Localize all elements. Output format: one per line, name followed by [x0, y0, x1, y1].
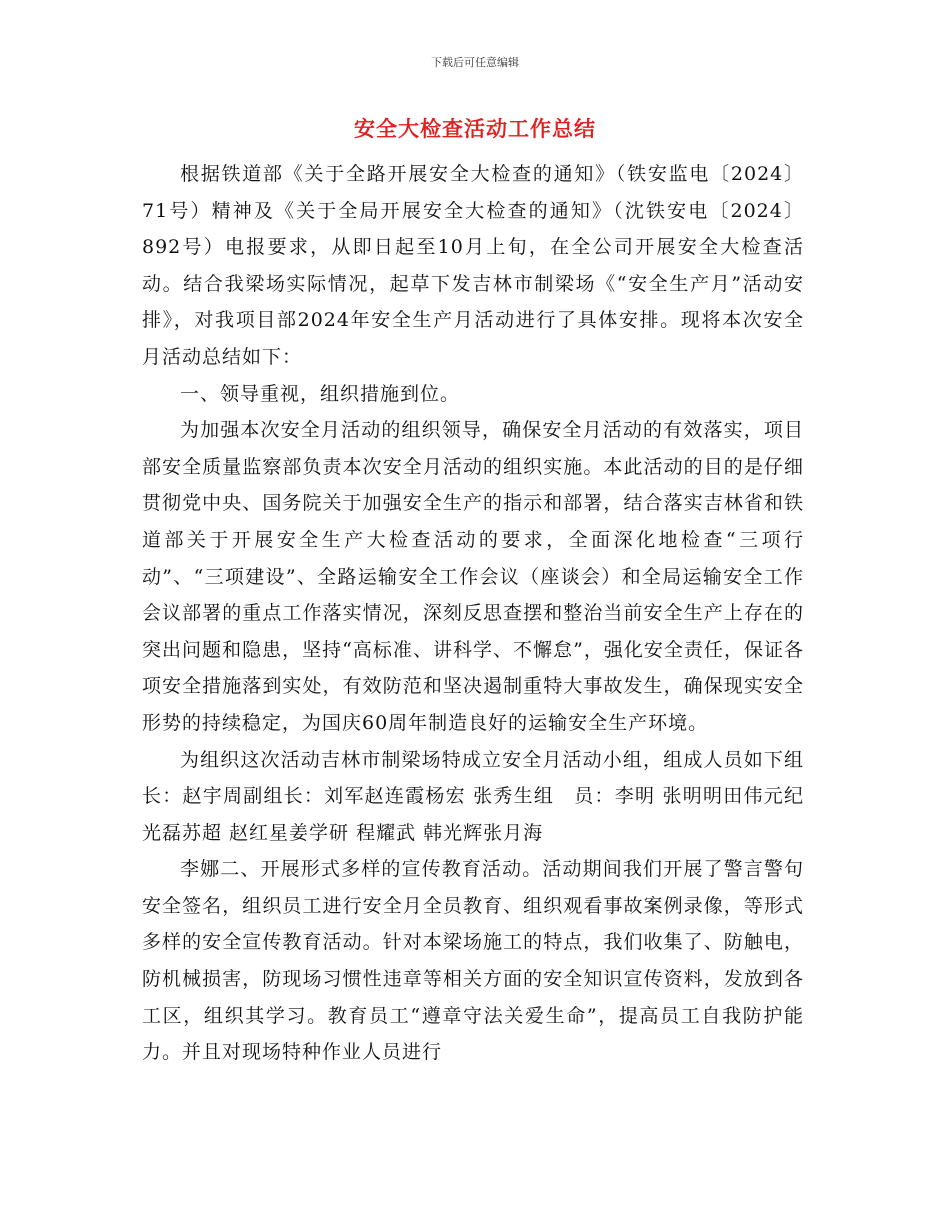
paragraph-intro: 根据铁道部《关于全路开展安全大检查的通知》（铁安监电〔2024〕71号）精神及《关于全局开展安全大检查的通知》（沈铁安电〔2024〕892号）电报要求，从即日起至10月上旬，在全公司开展安全大检查活动。结合我梁场实际情况，起草下发吉林市制梁场《“安全生产月”活动安排》，对我项目部2024年安全生产月活动进行了具体安排。现将本次安全月活动总结如下： — [142, 163, 804, 368]
paragraph-organization: 为加强本次安全月活动的组织领导，确保安全月活动的有效落实，项目部安全质量监察部负责本次安全月活动的组织实施。本此活动的目的是仔细贯彻党中央、国务院关于加强安全生产的指示和部署，结合落实吉林省和铁道部关于开展安全生产大检查活动的要求，全面深化地检查“三项行动”、“三项建设”、全路运输安全工作会议（座谈会）和全局运输安全工作会议部署的重点工作落实情况，深刻反思查摆和整治当前安全生产上存在的突出问题和隐患，坚持“高标准、讲科学、不懈怠”，强化安全责任，保证各项安全措施落到实处，有效防范和坚决遏制重特大事故发生，确保现实安全形势的持续稳定，为国庆60周年制造良好的运输安全生产环境。 — [142, 419, 804, 734]
paragraph-team-members: 为组织这次活动吉林市制梁场特成立安全月活动小组，组成人员如下组 长：赵宇周副组长：刘军赵连霞杨宏 张秀生组 员：李明 张明明田伟元纪光磊苏超 赵红星姜学研 程耀武 韩光辉张月海 — [142, 748, 804, 844]
paragraph-education: 李娜二、开展形式多样的宣传教育活动。活动期间我们开展了警言警句安全签名，组织员工进行安全月全员教育、组织观看事故案例录像，等形式多样的安全宣传教育活动。针对本梁场施工的特点，我们收集了、防触电，防机械损害，防现场习惯性违章等相关方面的安全知识宣传资料，发放到各工区，组织其学习。教育员工“遵章守法关爱生命”，提高员工自我防护能力。并且对现场特种作业人员进行 — [142, 858, 804, 1064]
document-title: 安全大检查活动工作总结 — [354, 117, 596, 141]
paragraph-heading-1: 一、领导重视，组织措施到位。 — [180, 382, 461, 405]
document-body — [142, 156, 804, 1071]
header-note: 下载后可任意编辑 — [431, 56, 519, 69]
